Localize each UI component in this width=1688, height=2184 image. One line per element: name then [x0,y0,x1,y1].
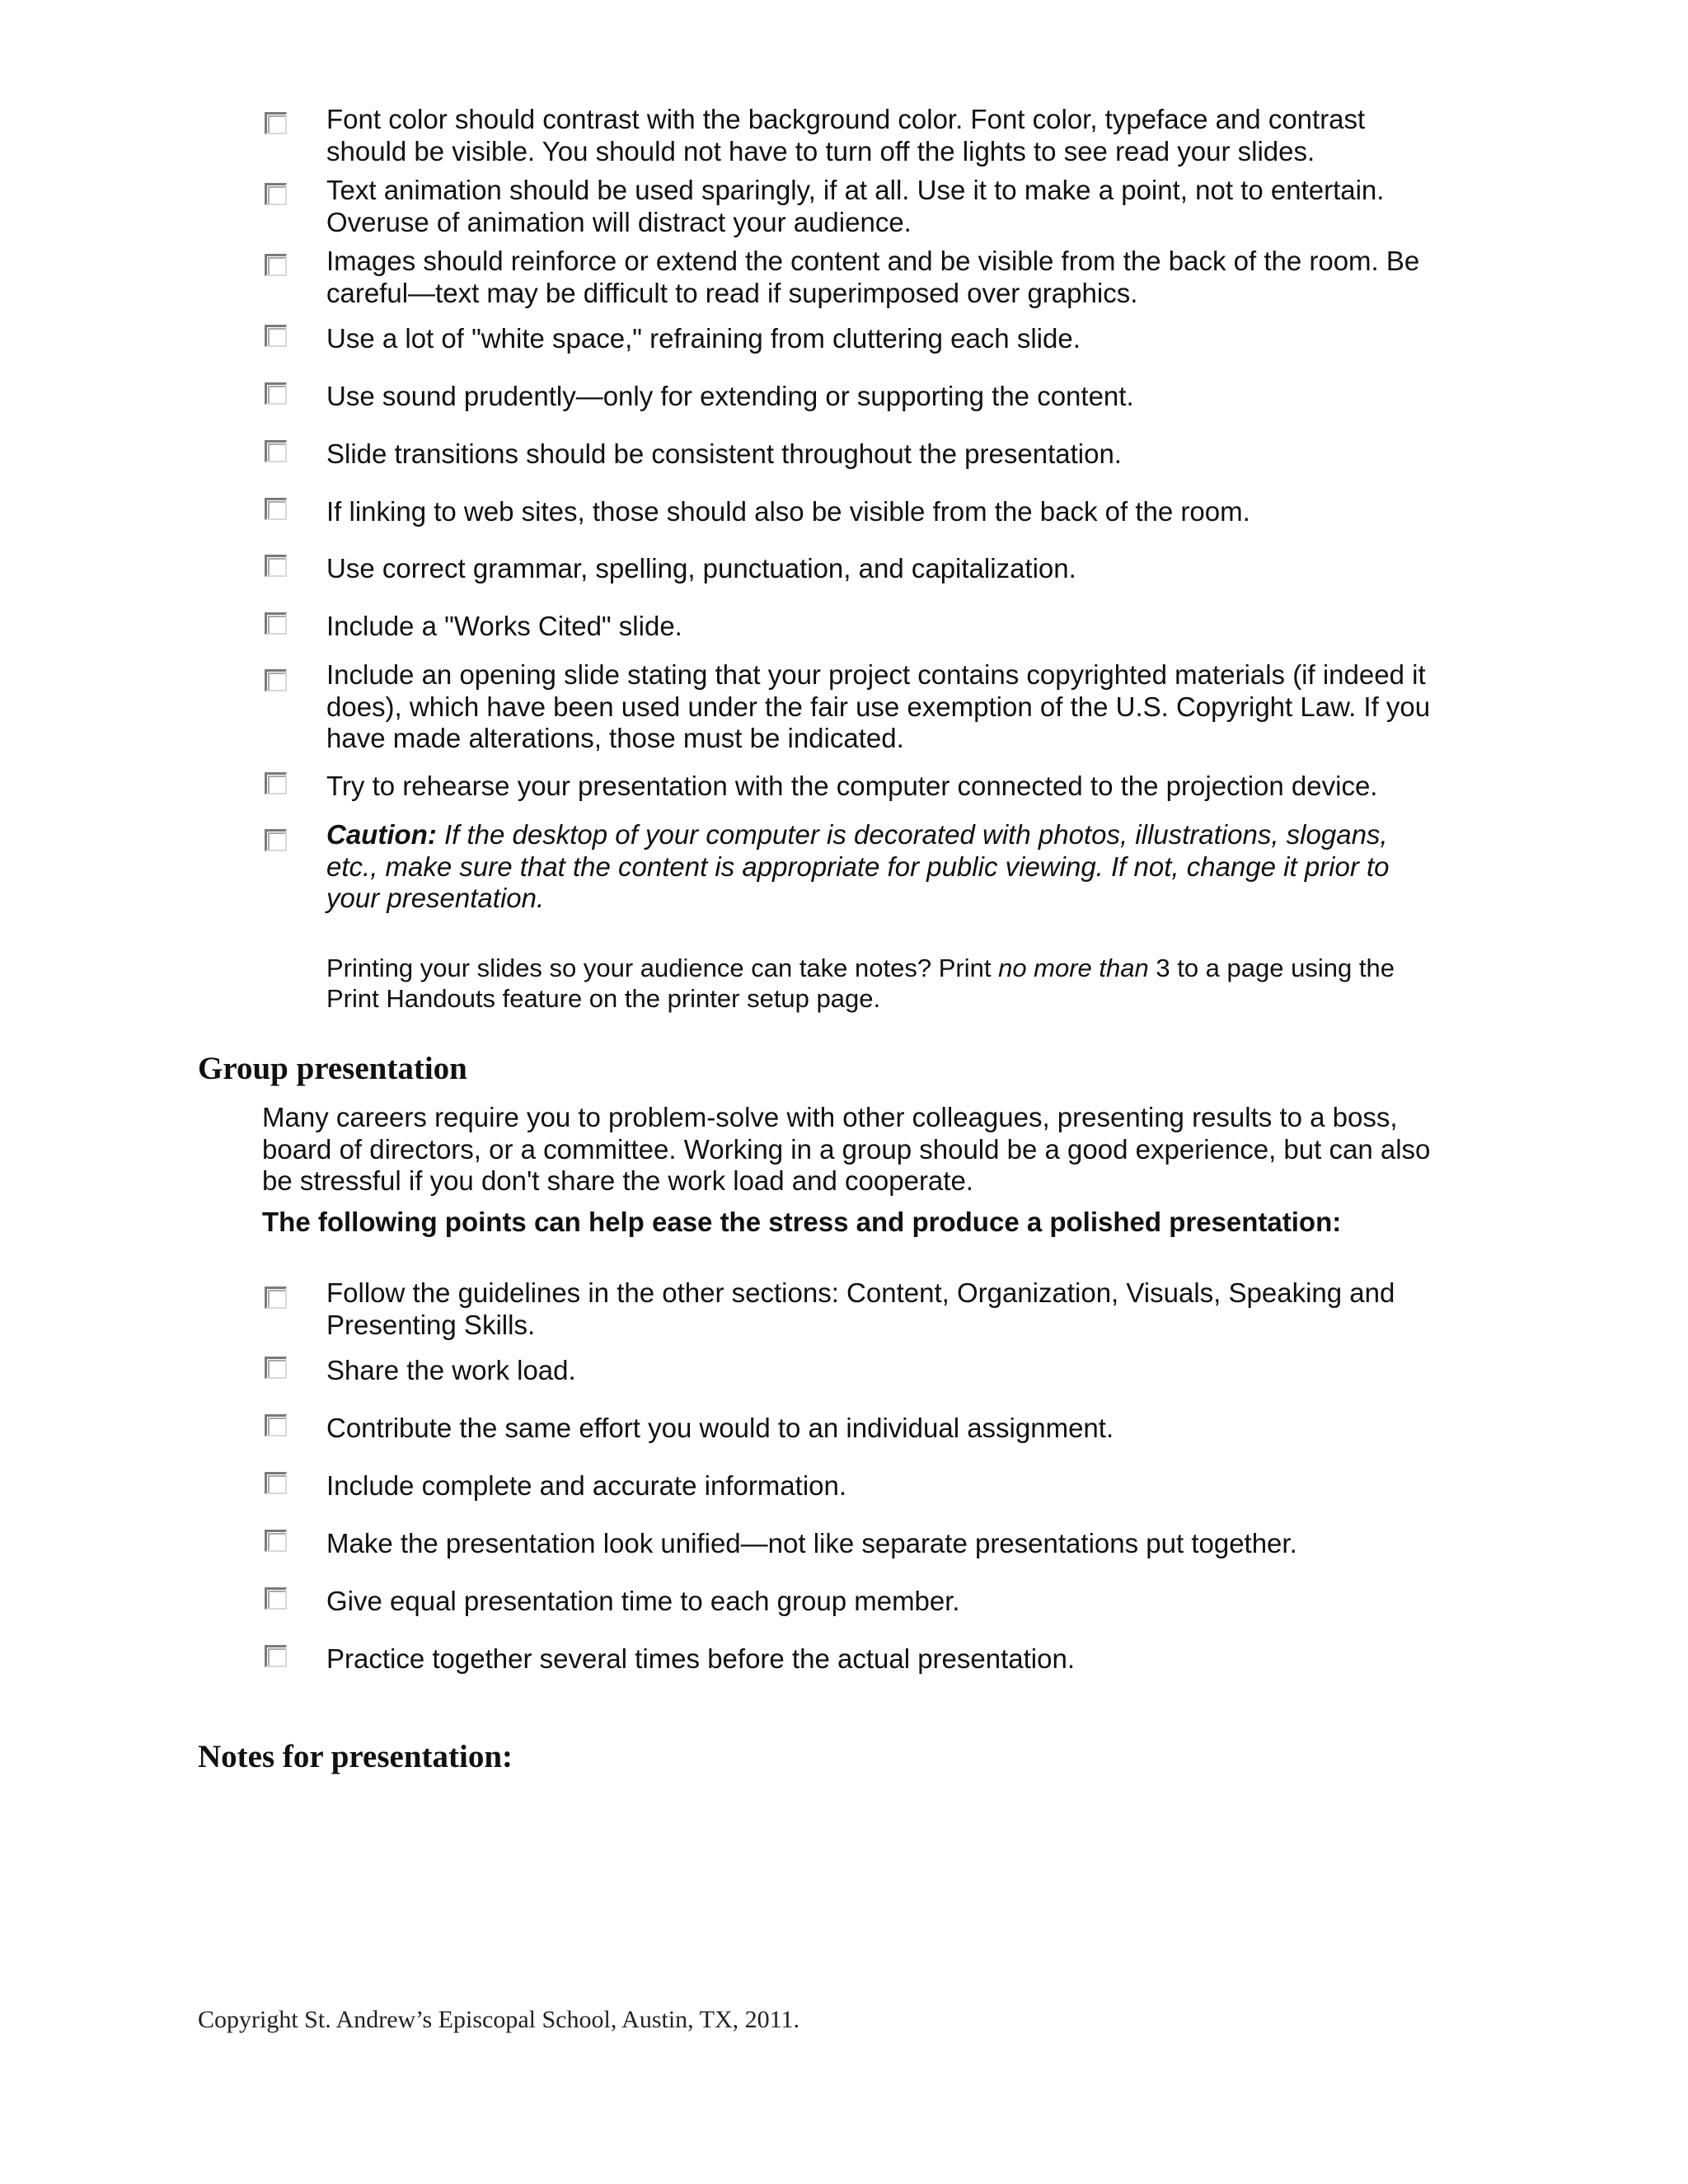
checkbox-icon[interactable] [265,498,287,520]
notes-heading: Notes for presentation: [198,1739,513,1774]
printing-note [326,953,1447,1014]
group-intro-paragraph: Many careers require you to problem-solve with other colleagues, presenting results to a boss, board of directors, or a committee. Working in a group should be a good experience, but can also be stressful if you don't share the work load and cooperate. [262,1102,1431,1196]
checklist-item-text: Use a lot of "white space," refraining from cluttering each slide. [326,323,1081,354]
checklist-item-text: Text animation should be used sparingly, if at all. Use it to make a point, not to entertain. Overuse of animation will distract your audience. [326,175,1385,237]
checklist-item-text: Try to rehearse your presentation with the computer connected to the projection device. [326,771,1378,801]
checkbox-icon[interactable] [265,254,287,276]
caution-text [326,819,1439,915]
checklist-item-text: Slide transitions should be consistent throughout the presentation. [326,438,1122,469]
printing-note-text-end: 3 to a page using the Print Handouts feature on the printer setup page. [326,954,1395,1013]
checklist-item-text: If linking to web sites, those should also be visible from the back of the room. [326,496,1250,527]
checkbox-icon[interactable] [265,440,287,462]
group-checklist-item-text: Make the presentation look unified—not like separate presentations put together. [326,1528,1297,1558]
group-intro-bold: The following points can help ease the stress and produce a polished presentation: [262,1207,1342,1237]
checklist-item-text: Font color should contrast with the background color. Font color, typeface and contrast should be visible. You should not have to turn off the lights to see read your slides. [326,104,1366,166]
checkbox-icon[interactable] [265,1286,287,1309]
checklist-item-text: Images should reinforce or extend the content and be visible from the back of the room. Be careful—text may be difficult to read if superimposed over graphics. [326,246,1420,308]
group-checklist-item-text: Practice together several times before the actual presentation. [326,1643,1075,1674]
printing-note-text: Printing your slides so your audience can take notes? Print [326,954,999,982]
checkbox-icon[interactable] [265,382,287,405]
checklist-item-text: Use sound prudently—only for extending or supporting the content. [326,381,1134,411]
checkbox-icon[interactable] [265,669,287,691]
checkbox-icon[interactable] [265,555,287,577]
copyright-footer: Copyright St. Andrew’s Episcopal School, Austin, TX, 2011. [198,2006,800,2033]
group-checklist-item-text: Contribute the same effort you would to an individual assignment. [326,1413,1114,1443]
group-checklist-item-text: Share the work load. [326,1355,576,1385]
printing-note-emphasis: no more than [998,954,1149,982]
checkbox-icon[interactable] [265,612,287,635]
group-presentation-heading: Group presentation [198,1051,467,1086]
checkbox-icon[interactable] [265,1414,287,1436]
checkbox-icon[interactable] [265,112,287,134]
checkbox-icon[interactable] [265,1530,287,1552]
group-checklist-item-text: Follow the guidelines in the other sections: Content, Organization, Visuals, Speaking and Presenting Skills. [326,1277,1395,1340]
checkbox-icon[interactable] [265,325,287,347]
caution-label: Caution: [326,819,437,850]
caution-body: If the desktop of your computer is decorated with photos, illustrations, slogans, etc., make sure that the content is appropriate for public viewing. If not, change it prior to your presentation. [326,819,1390,913]
group-checklist-item-text: Give equal presentation time to each group member. [326,1586,960,1616]
checkbox-icon[interactable] [265,829,287,851]
checklist-item-text: Include a "Works Cited" slide. [326,611,682,641]
group-checklist-item-text: Include complete and accurate information. [326,1470,847,1501]
checkbox-icon[interactable] [265,1645,287,1667]
checkbox-icon[interactable] [265,183,287,205]
checklist-item-text: Use correct grammar, spelling, punctuation, and capitalization. [326,553,1076,583]
checkbox-icon[interactable] [265,1587,287,1610]
checkbox-icon[interactable] [265,1357,287,1379]
checkbox-icon[interactable] [265,772,287,794]
checkbox-icon[interactable] [265,1472,287,1494]
checklist-item-text: Include an opening slide stating that your project contains copyrighted materials (if indeed it does), which have been used under the fair use exemption of the U.S. Copyright Law. If you have made alterations, those must be indicated. [326,659,1431,753]
